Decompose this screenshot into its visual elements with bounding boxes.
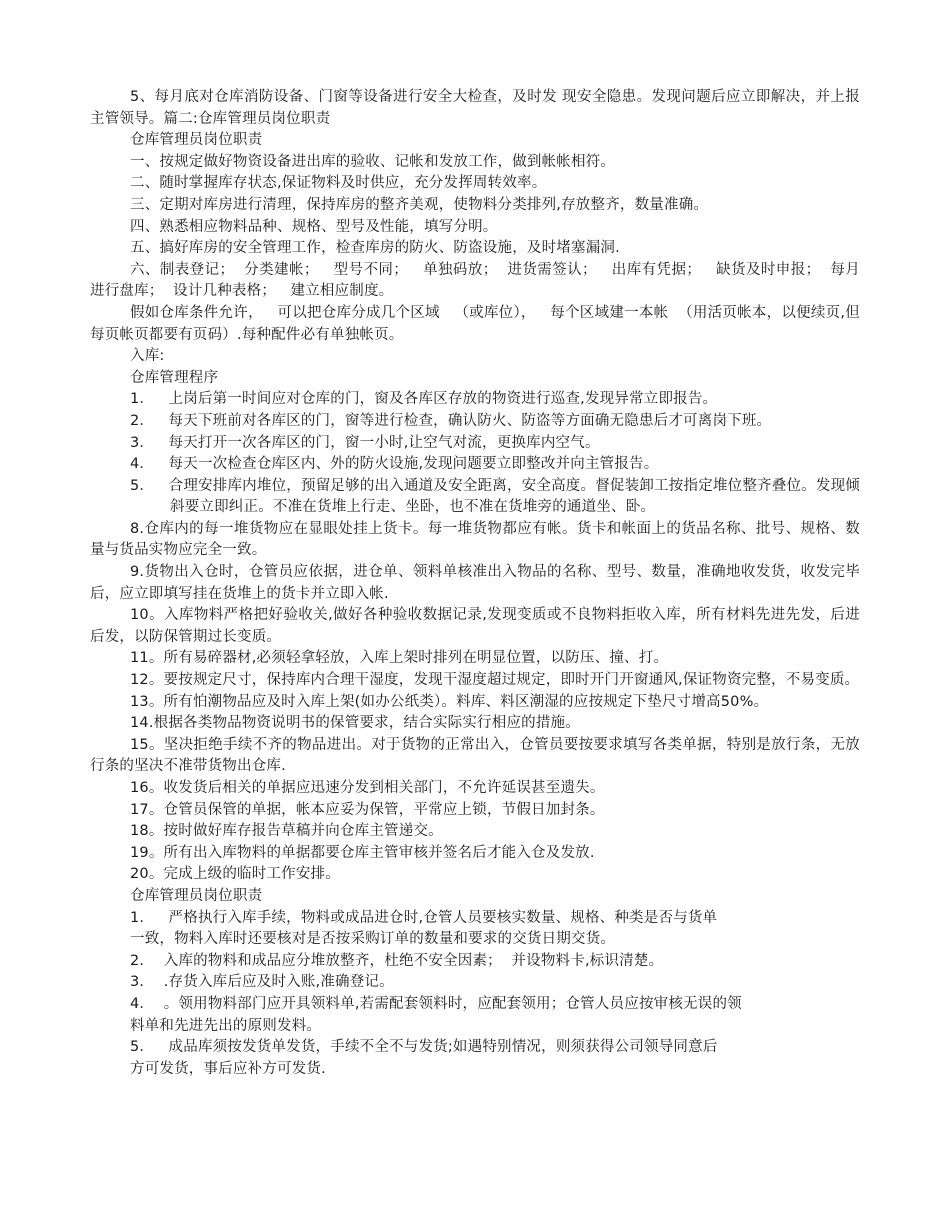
paragraph: 料单和先进先出的原则发料。 <box>130 1017 322 1034</box>
paragraph: 1． 严格执行入库手续，物料或成品进仓时,仓管人员要核实数量、规格、种类是否与货单 <box>130 909 718 926</box>
paragraph: 仓库管理员岗位职责 <box>130 887 263 904</box>
paragraph: 入库: <box>130 348 165 365</box>
paragraph: 12。要按规定尺寸，保持库内合理干湿度，发现干湿度超过规定，即时开门开窗通风,保证物资完整，不易变质。 <box>130 672 860 689</box>
paragraph: 14.根据各类物品物资说明书的保管要求，结合实际实行相应的措施。 <box>130 715 580 732</box>
paragraph: 18。按时做好库存报告草稿并向仓库主管递交。 <box>130 823 443 840</box>
paragraph: 5． 成品库须按发货单发货，手续不全不与发货;如遇特别情况，则须获得公司领导同意后 <box>130 1039 718 1056</box>
paragraph: 方可发货，事后应补方可发货. <box>130 1060 326 1077</box>
paragraph: 三、定期对库房进行清理，保持库房的整齐美观，使物料分类排列,存放整齐，数量准确。 <box>130 196 709 213</box>
paragraph: 13。所有怕潮物品应及时入库上架(如办公纸类）。料库、料区潮湿的应按规定下垫尺寸增高50%。 <box>130 693 769 710</box>
paragraph: 5． 合理安排库内堆位，预留足够的出入通道及安全距离，安全高度。督促装卸工按指定堆位整齐叠位。发现倾斜要立即纠正。不准在货堆上行走、坐卧，也不准在货堆旁的通道坐、卧。 <box>130 477 860 516</box>
paragraph: 1． 上岗后第一时间应对仓库的门，窗及各库区存放的物资进行巡查,发现异常立即报告。 <box>130 391 718 408</box>
paragraph: 17。仓管员保管的单据，帐本应妥为保管，平常应上锁，节假日加封条。 <box>130 801 605 818</box>
paragraph: 仓库管理程序 <box>130 369 219 386</box>
paragraph: 2． 入库的物料和成品应分堆放整齐，杜绝不安全因素； 并设物料卡,标识清楚。 <box>130 952 664 969</box>
paragraph: 15。坚决拒绝手续不齐的物品进出。对于货物的正常出入，仓管员要按要求填写各类单据，特别是放行条，无放行条的坚决不准带货物出仓库. <box>90 736 860 775</box>
paragraph: 假如仓库条件允许， 可以把仓库分成几个区域 （或库位）， 每个区域建一本帐 （用活页帐本，以便续页,但每页帐页都要有页码）.每种配件必有单独帐页。 <box>90 304 860 343</box>
paragraph: 五、搞好库房的安全管理工作，检查库房的防火、防盗设施，及时堵塞漏洞. <box>130 240 620 257</box>
paragraph: 仓库管理员岗位职责 <box>130 132 263 149</box>
document-body <box>90 87 860 1080</box>
paragraph: 5、每月底对仓库消防设备、门窗等设备进行安全大检查，及时发 现安全隐患。发现问题后应立即解决，并上报主管领导。篇二:仓库管理员岗位职责 <box>90 89 860 127</box>
paragraph: 2． 每天下班前对各库区的门，窗等进行检查，确认防火、防盗等方面确无隐患后才可离岗下班。 <box>130 412 772 429</box>
paragraph: 一、按规定做好物资设备进出库的验收、记帐和发放工作，做到帐帐相符。 <box>130 153 616 170</box>
paragraph: 3． .存货入库后应及时入账,准确登记。 <box>130 974 394 991</box>
paragraph: 16。收发货后相关的单据应迅速分发到相关部门，不允许延误甚至遗失。 <box>130 780 605 796</box>
paragraph: 19。所有出入库物料的单据都要仓库主管审核并签名后才能入仓及发放. <box>130 844 595 861</box>
paragraph: 10。入库物料严格把好验收关,做好各种验收数据记录,发现变质或不良物料拒收入库，所有材料先进先发，后进后发，以防保管期过长变质。 <box>90 607 860 645</box>
paragraph: 一致，物料入库时还要核对是否按采购订单的数量和要求的交货日期交货。 <box>130 931 616 948</box>
paragraph: 3． 每天打开一次各库区的门，窗一小时,让空气对流，更换库内空气。 <box>130 434 600 451</box>
paragraph: 4． 每天一次检查仓库区内、外的防火设施,发现问题要立即整改并向主管报告。 <box>130 456 659 473</box>
paragraph: 4． 。领用物料部门应开具领料单,若需配套领料时，应配套领用；仓管人员应按审核无误的领 <box>130 995 742 1012</box>
paragraph: 20。完成上级的临时工作安排。 <box>130 866 340 883</box>
paragraph: 二、随时掌握库存状态,保证物料及时供应，充分发挥周转效率。 <box>130 175 547 192</box>
paragraph: 六、制表登记； 分类建帐； 型号不同； 单独码放； 进货需签认； 出库有凭据； 缺货及时申报； 每月进行盘库； 设计几种表格； 建立相应制度。 <box>90 261 860 300</box>
paragraph: 8.仓库内的每一堆货物应在显眼处挂上货卡。每一堆货物都应有帐。货卡和帐面上的货品名称、批号、规格、数量与货品实物应完全一致。 <box>90 520 860 559</box>
paragraph: 9.货物出入仓时，仓管员应依据，进仓单、领料单核准出入物品的名称、型号、数量，准确地收发货，收发完毕后，应立即填写挂在货堆上的货卡并立即入帐. <box>90 564 860 602</box>
paragraph: 四、熟悉相应物料品种、规格、型号及性能，填写分明。 <box>130 218 498 235</box>
paragraph: 11。所有易碎器材,必须轻拿轻放，入库上架时排列在明显位置，以防压、撞、打。 <box>130 650 669 667</box>
